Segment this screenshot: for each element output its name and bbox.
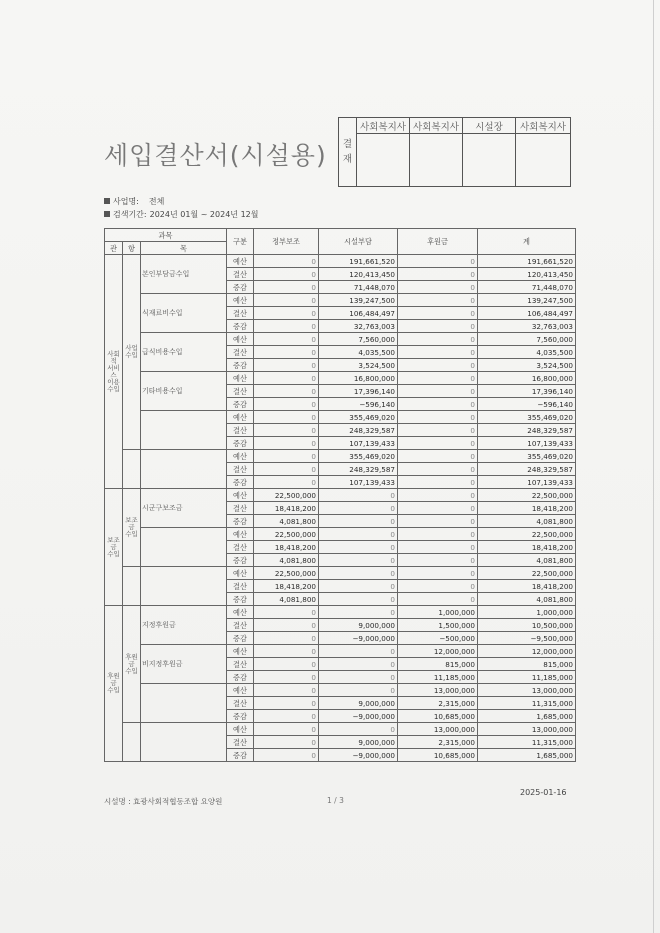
- gwan-cell: 보조금 수입: [105, 489, 123, 606]
- subsidy-cell: 0: [254, 424, 319, 437]
- total-cell: 22,500,000: [478, 489, 576, 502]
- total-cell: 16,800,000: [478, 372, 576, 385]
- facility-cell: 0: [319, 580, 398, 593]
- donation-cell: 10,685,000: [398, 749, 478, 762]
- donation-cell: 0: [398, 476, 478, 489]
- hang-cell: [123, 723, 141, 762]
- subsidy-cell: 0: [254, 697, 319, 710]
- facility-cell: −9,000,000: [319, 632, 398, 645]
- division-cell: 결산: [227, 307, 254, 320]
- facility-cell: −596,140: [319, 398, 398, 411]
- division-cell: 결산: [227, 502, 254, 515]
- mok-cell: [141, 411, 227, 450]
- facility-cell: 0: [319, 723, 398, 736]
- table-row: [105, 684, 576, 697]
- donation-cell: 0: [398, 411, 478, 424]
- donation-cell: 815,000: [398, 658, 478, 671]
- header-total: 계: [478, 229, 576, 255]
- mok-cell: 급식비용수입: [141, 333, 227, 372]
- subsidy-cell: 18,418,200: [254, 541, 319, 554]
- donation-cell: 11,185,000: [398, 671, 478, 684]
- donation-cell: 2,315,000: [398, 736, 478, 749]
- donation-cell: 13,000,000: [398, 723, 478, 736]
- donation-cell: 0: [398, 320, 478, 333]
- subsidy-cell: 0: [254, 463, 319, 476]
- subsidy-cell: 0: [254, 619, 319, 632]
- facility-cell: 0: [319, 593, 398, 606]
- division-cell: 증감: [227, 593, 254, 606]
- division-cell: 증감: [227, 554, 254, 567]
- donation-cell: 0: [398, 593, 478, 606]
- total-cell: 4,081,800: [478, 593, 576, 606]
- facility-cell: 0: [319, 684, 398, 697]
- subsidy-cell: 0: [254, 307, 319, 320]
- subsidy-cell: 0: [254, 684, 319, 697]
- division-cell: 결산: [227, 463, 254, 476]
- facility-cell: 355,469,020: [319, 411, 398, 424]
- subsidy-cell: 0: [254, 268, 319, 281]
- division-cell: 예산: [227, 411, 254, 424]
- mok-cell: [141, 684, 227, 723]
- total-cell: 107,139,433: [478, 476, 576, 489]
- approval-box: [338, 117, 571, 187]
- donation-cell: 0: [398, 450, 478, 463]
- table-row: [105, 255, 576, 268]
- facility-cell: 0: [319, 515, 398, 528]
- approval-label: 결 재: [339, 118, 357, 187]
- subsidy-cell: 0: [254, 736, 319, 749]
- facility-cell: 17,396,140: [319, 385, 398, 398]
- donation-cell: 0: [398, 385, 478, 398]
- donation-cell: 2,315,000: [398, 697, 478, 710]
- subsidy-cell: 0: [254, 749, 319, 762]
- period-value: 2024년 01월 ~ 2024년 12월: [149, 210, 259, 219]
- table-row: [105, 411, 576, 424]
- hang-cell: 후원금 수입: [123, 606, 141, 723]
- subsidy-cell: 0: [254, 294, 319, 307]
- total-cell: 13,000,000: [478, 723, 576, 736]
- division-cell: 예산: [227, 489, 254, 502]
- donation-cell: 0: [398, 528, 478, 541]
- total-cell: 1,685,000: [478, 710, 576, 723]
- division-cell: 예산: [227, 372, 254, 385]
- bullet-square-icon: [104, 211, 110, 217]
- facility-cell: 355,469,020: [319, 450, 398, 463]
- approval-role: 사회복지사: [357, 118, 410, 134]
- division-cell: 증감: [227, 515, 254, 528]
- donation-cell: 0: [398, 541, 478, 554]
- division-cell: 증감: [227, 632, 254, 645]
- page-edge: [653, 0, 654, 933]
- donation-cell: 0: [398, 281, 478, 294]
- donation-cell: 0: [398, 294, 478, 307]
- division-cell: 결산: [227, 268, 254, 281]
- approval-sign-cell: [410, 134, 463, 187]
- total-cell: 10,500,000: [478, 619, 576, 632]
- division-cell: 결산: [227, 385, 254, 398]
- footer-page-number: 1 / 3: [327, 796, 344, 805]
- subsidy-cell: 0: [254, 385, 319, 398]
- gwan-cell: 후원금 수입: [105, 606, 123, 762]
- mok-cell: 기타비용수입: [141, 372, 227, 411]
- donation-cell: 0: [398, 489, 478, 502]
- division-cell: 증감: [227, 320, 254, 333]
- facility-cell: 16,800,000: [319, 372, 398, 385]
- donation-cell: 1,000,000: [398, 606, 478, 619]
- mok-cell: 지정후원금: [141, 606, 227, 645]
- approval-sign-cell: [463, 134, 516, 187]
- hang-cell: 사업 수입: [123, 255, 141, 450]
- header-account: 과목: [105, 229, 227, 242]
- facility-cell: 0: [319, 502, 398, 515]
- total-cell: 32,763,003: [478, 320, 576, 333]
- table-row: [105, 294, 576, 307]
- business-line: [104, 196, 164, 207]
- division-cell: 예산: [227, 528, 254, 541]
- table-row: [105, 333, 576, 346]
- division-cell: 증감: [227, 749, 254, 762]
- division-cell: 증감: [227, 398, 254, 411]
- subsidy-cell: 4,081,800: [254, 554, 319, 567]
- total-cell: 18,418,200: [478, 541, 576, 554]
- total-cell: 355,469,020: [478, 450, 576, 463]
- subsidy-cell: 18,418,200: [254, 502, 319, 515]
- header-division: 구분: [227, 229, 254, 255]
- facility-cell: 120,413,450: [319, 268, 398, 281]
- division-cell: 예산: [227, 645, 254, 658]
- subsidy-cell: 0: [254, 606, 319, 619]
- facility-cell: 248,329,587: [319, 463, 398, 476]
- subsidy-cell: 0: [254, 632, 319, 645]
- total-cell: 191,661,520: [478, 255, 576, 268]
- document-title: 세입결산서(시설용): [104, 141, 327, 170]
- total-cell: −9,500,000: [478, 632, 576, 645]
- donation-cell: 0: [398, 346, 478, 359]
- division-cell: 결산: [227, 736, 254, 749]
- subsidy-cell: 0: [254, 723, 319, 736]
- division-cell: 예산: [227, 567, 254, 580]
- business-value: 전체: [148, 197, 165, 206]
- division-cell: 증감: [227, 476, 254, 489]
- donation-cell: 10,685,000: [398, 710, 478, 723]
- donation-cell: 0: [398, 463, 478, 476]
- donation-cell: 0: [398, 255, 478, 268]
- subsidy-cell: 22,500,000: [254, 489, 319, 502]
- division-cell: 증감: [227, 671, 254, 684]
- table-row: [105, 723, 576, 736]
- facility-cell: 0: [319, 489, 398, 502]
- donation-cell: 0: [398, 307, 478, 320]
- total-cell: 4,081,800: [478, 554, 576, 567]
- subsidy-cell: 0: [254, 333, 319, 346]
- total-cell: 4,035,500: [478, 346, 576, 359]
- total-cell: 13,000,000: [478, 684, 576, 697]
- hang-cell: [123, 567, 141, 606]
- division-cell: 결산: [227, 697, 254, 710]
- donation-cell: 0: [398, 333, 478, 346]
- donation-cell: 0: [398, 268, 478, 281]
- total-cell: 815,000: [478, 658, 576, 671]
- approval-role: 사회복지사: [516, 118, 571, 134]
- subsidy-cell: 18,418,200: [254, 580, 319, 593]
- division-cell: 예산: [227, 255, 254, 268]
- subsidy-cell: 0: [254, 255, 319, 268]
- subsidy-cell: 22,500,000: [254, 567, 319, 580]
- subsidy-cell: 0: [254, 671, 319, 684]
- approval-role: 사회복지사: [410, 118, 463, 134]
- total-cell: 3,524,500: [478, 359, 576, 372]
- division-cell: 예산: [227, 606, 254, 619]
- total-cell: 139,247,500: [478, 294, 576, 307]
- table-row: [105, 606, 576, 619]
- donation-cell: 0: [398, 398, 478, 411]
- table-row: [105, 567, 576, 580]
- facility-cell: 0: [319, 658, 398, 671]
- table-row: [105, 489, 576, 502]
- subsidy-cell: 0: [254, 372, 319, 385]
- table-row: [105, 450, 576, 463]
- mok-cell: [141, 567, 227, 606]
- table-row: [105, 528, 576, 541]
- total-cell: 120,413,450: [478, 268, 576, 281]
- facility-cell: 4,035,500: [319, 346, 398, 359]
- header-facility: 시설부담: [319, 229, 398, 255]
- facility-cell: 0: [319, 528, 398, 541]
- footer-facility: 시설명 : 효광사회적협동조합 요양원: [104, 797, 223, 806]
- mok-cell: 비지정후원금: [141, 645, 227, 684]
- facility-cell: 0: [319, 606, 398, 619]
- table-row: [105, 372, 576, 385]
- facility-cell: 0: [319, 541, 398, 554]
- header-mok: 목: [141, 242, 227, 255]
- total-cell: 17,396,140: [478, 385, 576, 398]
- donation-cell: 0: [398, 554, 478, 567]
- header-donation: 후원금: [398, 229, 478, 255]
- subsidy-cell: 0: [254, 658, 319, 671]
- mok-cell: [141, 528, 227, 567]
- subsidy-cell: 0: [254, 476, 319, 489]
- division-cell: 증감: [227, 437, 254, 450]
- division-cell: 예산: [227, 294, 254, 307]
- mok-cell: 식재료비수입: [141, 294, 227, 333]
- total-cell: 22,500,000: [478, 528, 576, 541]
- total-cell: 1,685,000: [478, 749, 576, 762]
- header-subsidy: 정부보조: [254, 229, 319, 255]
- facility-cell: 9,000,000: [319, 697, 398, 710]
- donation-cell: 0: [398, 424, 478, 437]
- facility-cell: 0: [319, 554, 398, 567]
- facility-cell: 9,000,000: [319, 619, 398, 632]
- table-row: [105, 645, 576, 658]
- total-cell: 107,139,433: [478, 437, 576, 450]
- division-cell: 예산: [227, 333, 254, 346]
- total-cell: 248,329,587: [478, 463, 576, 476]
- facility-cell: 3,524,500: [319, 359, 398, 372]
- subsidy-cell: 0: [254, 411, 319, 424]
- facility-cell: 191,661,520: [319, 255, 398, 268]
- division-cell: 결산: [227, 580, 254, 593]
- subsidy-cell: 0: [254, 710, 319, 723]
- facility-cell: 139,247,500: [319, 294, 398, 307]
- facility-cell: −9,000,000: [319, 749, 398, 762]
- approval-sign-cell: [357, 134, 410, 187]
- donation-cell: 0: [398, 502, 478, 515]
- division-cell: 증감: [227, 359, 254, 372]
- total-cell: 248,329,587: [478, 424, 576, 437]
- facility-cell: 7,560,000: [319, 333, 398, 346]
- total-cell: 4,081,800: [478, 515, 576, 528]
- total-cell: 18,418,200: [478, 580, 576, 593]
- subsidy-cell: 0: [254, 450, 319, 463]
- subsidy-cell: 22,500,000: [254, 528, 319, 541]
- hang-cell: [123, 450, 141, 489]
- total-cell: 22,500,000: [478, 567, 576, 580]
- period-label: 검색기간:: [113, 210, 147, 219]
- subsidy-cell: 4,081,800: [254, 515, 319, 528]
- total-cell: −596,140: [478, 398, 576, 411]
- mok-cell: 본인부담금수입: [141, 255, 227, 294]
- donation-cell: 0: [398, 567, 478, 580]
- division-cell: 증감: [227, 710, 254, 723]
- donation-cell: 0: [398, 515, 478, 528]
- approval-sign-cell: [516, 134, 571, 187]
- total-cell: 11,185,000: [478, 671, 576, 684]
- subsidy-cell: 0: [254, 398, 319, 411]
- division-cell: 예산: [227, 684, 254, 697]
- division-cell: 예산: [227, 723, 254, 736]
- subsidy-cell: 0: [254, 359, 319, 372]
- division-cell: 결산: [227, 541, 254, 554]
- donation-cell: 12,000,000: [398, 645, 478, 658]
- footer-date: 2025-01-16: [520, 788, 567, 797]
- total-cell: 18,418,200: [478, 502, 576, 515]
- facility-cell: 71,448,070: [319, 281, 398, 294]
- subsidy-cell: 0: [254, 281, 319, 294]
- division-cell: 결산: [227, 658, 254, 671]
- division-cell: 결산: [227, 346, 254, 359]
- total-cell: 12,000,000: [478, 645, 576, 658]
- donation-cell: −500,000: [398, 632, 478, 645]
- mok-cell: [141, 723, 227, 762]
- total-cell: 7,560,000: [478, 333, 576, 346]
- donation-cell: 0: [398, 372, 478, 385]
- facility-cell: 107,139,433: [319, 476, 398, 489]
- mok-cell: [141, 450, 227, 489]
- approval-role: 시설장: [463, 118, 516, 134]
- business-label: 사업명:: [113, 197, 139, 206]
- facility-cell: −9,000,000: [319, 710, 398, 723]
- settlement-table: [104, 228, 576, 762]
- facility-cell: 0: [319, 567, 398, 580]
- division-cell: 결산: [227, 619, 254, 632]
- division-cell: 예산: [227, 450, 254, 463]
- facility-cell: 107,139,433: [319, 437, 398, 450]
- total-cell: 71,448,070: [478, 281, 576, 294]
- subsidy-cell: 0: [254, 346, 319, 359]
- total-cell: 11,315,000: [478, 697, 576, 710]
- division-cell: 결산: [227, 424, 254, 437]
- facility-cell: 0: [319, 645, 398, 658]
- gwan-cell: 사회적 서비스 이용 수입: [105, 255, 123, 489]
- mok-cell: 시군구보조금: [141, 489, 227, 528]
- total-cell: 355,469,020: [478, 411, 576, 424]
- total-cell: 106,484,497: [478, 307, 576, 320]
- division-cell: 증감: [227, 281, 254, 294]
- subsidy-cell: 0: [254, 645, 319, 658]
- period-line: [104, 209, 258, 220]
- total-cell: 11,315,000: [478, 736, 576, 749]
- header-gwan: 관: [105, 242, 123, 255]
- facility-cell: 0: [319, 671, 398, 684]
- bullet-square-icon: [104, 198, 110, 204]
- total-cell: 1,000,000: [478, 606, 576, 619]
- facility-cell: 32,763,003: [319, 320, 398, 333]
- header-hang: 항: [123, 242, 141, 255]
- facility-cell: 9,000,000: [319, 736, 398, 749]
- facility-cell: 248,329,587: [319, 424, 398, 437]
- donation-cell: 1,500,000: [398, 619, 478, 632]
- donation-cell: 0: [398, 359, 478, 372]
- subsidy-cell: 0: [254, 437, 319, 450]
- donation-cell: 13,000,000: [398, 684, 478, 697]
- hang-cell: 보조금 수입: [123, 489, 141, 567]
- donation-cell: 0: [398, 437, 478, 450]
- subsidy-cell: 0: [254, 320, 319, 333]
- donation-cell: 0: [398, 580, 478, 593]
- subsidy-cell: 4,081,800: [254, 593, 319, 606]
- facility-cell: 106,484,497: [319, 307, 398, 320]
